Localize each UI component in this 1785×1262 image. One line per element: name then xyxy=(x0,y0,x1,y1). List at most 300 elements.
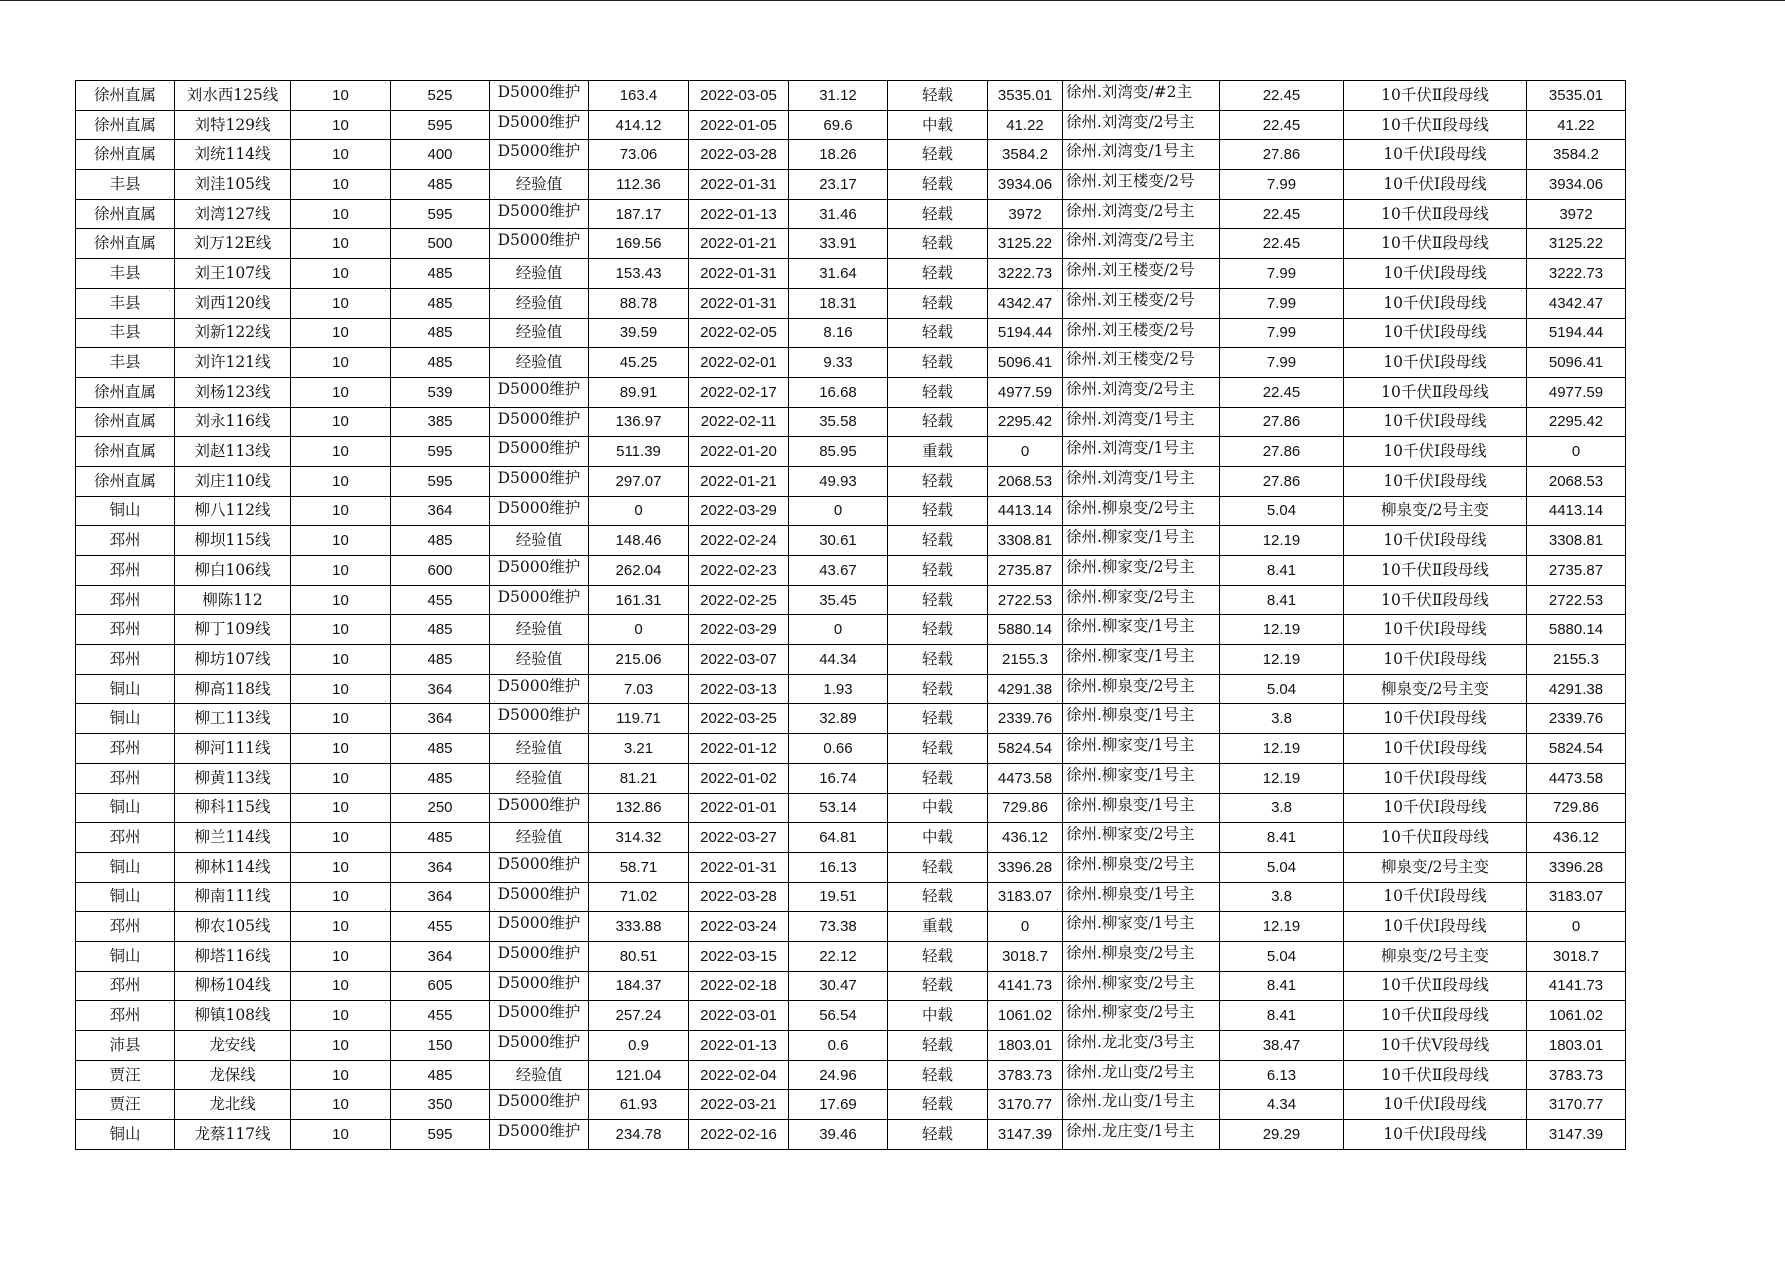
cell-load-level: 轻载 xyxy=(888,259,988,289)
cell-substation-transformer: 徐州.柳家变/2号主 xyxy=(1063,556,1220,586)
cell-region: 贾汪 xyxy=(76,1090,175,1120)
cell-rated-current: 485 xyxy=(391,1060,490,1090)
cell-transformer-load-rate: 3.8 xyxy=(1220,704,1344,734)
cell-load-rate: 9.33 xyxy=(789,348,888,378)
cell-line-name: 刘杨123线 xyxy=(175,377,291,407)
table-row xyxy=(76,288,1626,318)
cell-rated-current: 364 xyxy=(391,941,490,971)
cell-substation-transformer: 徐州.刘湾变/2号主 xyxy=(1063,377,1220,407)
cell-busbar: 10千伏Ⅰ段母线 xyxy=(1344,466,1527,496)
cell-remaining-capacity: 3147.39 xyxy=(1527,1120,1626,1150)
cell-current-value: 169.56 xyxy=(589,229,689,259)
cell-substation-transformer: 徐州.刘王楼变/2号 xyxy=(1063,259,1220,289)
cell-load-rate: 18.31 xyxy=(789,288,888,318)
cell-busbar: 10千伏Ⅰ段母线 xyxy=(1344,1120,1527,1150)
cell-available-capacity: 2339.76 xyxy=(988,704,1063,734)
cell-rated-current: 485 xyxy=(391,645,490,675)
cell-load-rate: 8.16 xyxy=(789,318,888,348)
feeder-load-table xyxy=(75,80,1626,1150)
cell-rated-current: 250 xyxy=(391,793,490,823)
cell-voltage: 10 xyxy=(291,81,391,111)
cell-line-name: 柳科115线 xyxy=(175,793,291,823)
cell-remaining-capacity: 5824.54 xyxy=(1527,734,1626,764)
cell-method: D5000维护 xyxy=(490,377,589,407)
cell-line-name: 刘新122线 xyxy=(175,318,291,348)
cell-transformer-load-rate: 27.86 xyxy=(1220,407,1344,437)
cell-load-rate: 49.93 xyxy=(789,466,888,496)
cell-transformer-load-rate: 12.19 xyxy=(1220,763,1344,793)
cell-available-capacity: 436.12 xyxy=(988,823,1063,853)
cell-busbar: 10千伏Ⅱ段母线 xyxy=(1344,556,1527,586)
cell-region: 邳州 xyxy=(76,1001,175,1031)
table-row xyxy=(76,971,1626,1001)
cell-available-capacity: 4141.73 xyxy=(988,971,1063,1001)
cell-date: 2022-03-13 xyxy=(689,674,789,704)
cell-available-capacity: 41.22 xyxy=(988,110,1063,140)
cell-voltage: 10 xyxy=(291,199,391,229)
cell-date: 2022-01-02 xyxy=(689,763,789,793)
cell-load-level: 轻载 xyxy=(888,1060,988,1090)
cell-line-name: 柳塔116线 xyxy=(175,941,291,971)
cell-available-capacity: 5880.14 xyxy=(988,615,1063,645)
cell-voltage: 10 xyxy=(291,1060,391,1090)
cell-remaining-capacity: 4977.59 xyxy=(1527,377,1626,407)
cell-load-level: 轻载 xyxy=(888,81,988,111)
cell-current-value: 89.91 xyxy=(589,377,689,407)
cell-line-name: 龙保线 xyxy=(175,1060,291,1090)
cell-region: 铜山 xyxy=(76,1120,175,1150)
cell-load-rate: 56.54 xyxy=(789,1001,888,1031)
cell-transformer-load-rate: 22.45 xyxy=(1220,81,1344,111)
cell-load-rate: 31.12 xyxy=(789,81,888,111)
cell-line-name: 刘赵113线 xyxy=(175,437,291,467)
cell-date: 2022-02-18 xyxy=(689,971,789,1001)
cell-method: D5000维护 xyxy=(490,1090,589,1120)
cell-voltage: 10 xyxy=(291,674,391,704)
table-row xyxy=(76,823,1626,853)
cell-transformer-load-rate: 7.99 xyxy=(1220,318,1344,348)
cell-region: 沛县 xyxy=(76,1031,175,1061)
cell-substation-transformer: 徐州.刘湾变/#2主 xyxy=(1063,81,1220,111)
cell-region: 邳州 xyxy=(76,615,175,645)
cell-transformer-load-rate: 5.04 xyxy=(1220,674,1344,704)
cell-line-name: 龙蔡117线 xyxy=(175,1120,291,1150)
cell-load-level: 轻载 xyxy=(888,407,988,437)
cell-substation-transformer: 徐州.柳家变/1号主 xyxy=(1063,645,1220,675)
table-row xyxy=(76,348,1626,378)
cell-remaining-capacity: 729.86 xyxy=(1527,793,1626,823)
cell-load-rate: 44.34 xyxy=(789,645,888,675)
cell-load-level: 轻载 xyxy=(888,199,988,229)
table-body xyxy=(76,81,1626,1150)
cell-load-level: 轻载 xyxy=(888,318,988,348)
cell-current-value: 7.03 xyxy=(589,674,689,704)
cell-busbar: 10千伏Ⅱ段母线 xyxy=(1344,971,1527,1001)
cell-busbar: 10千伏Ⅰ段母线 xyxy=(1344,1090,1527,1120)
cell-load-level: 重载 xyxy=(888,912,988,942)
cell-voltage: 10 xyxy=(291,1031,391,1061)
cell-voltage: 10 xyxy=(291,466,391,496)
cell-line-name: 刘永116线 xyxy=(175,407,291,437)
cell-load-level: 轻载 xyxy=(888,526,988,556)
cell-method: D5000维护 xyxy=(490,556,589,586)
cell-remaining-capacity: 3535.01 xyxy=(1527,81,1626,111)
cell-load-rate: 23.17 xyxy=(789,170,888,200)
cell-transformer-load-rate: 12.19 xyxy=(1220,615,1344,645)
cell-current-value: 161.31 xyxy=(589,585,689,615)
cell-line-name: 柳高118线 xyxy=(175,674,291,704)
cell-rated-current: 485 xyxy=(391,170,490,200)
cell-method: D5000维护 xyxy=(490,110,589,140)
cell-available-capacity: 4977.59 xyxy=(988,377,1063,407)
cell-remaining-capacity: 2339.76 xyxy=(1527,704,1626,734)
cell-remaining-capacity: 3783.73 xyxy=(1527,1060,1626,1090)
table-row xyxy=(76,674,1626,704)
cell-current-value: 0.9 xyxy=(589,1031,689,1061)
cell-transformer-load-rate: 8.41 xyxy=(1220,971,1344,1001)
cell-available-capacity: 5096.41 xyxy=(988,348,1063,378)
cell-region: 丰县 xyxy=(76,170,175,200)
cell-date: 2022-03-24 xyxy=(689,912,789,942)
cell-line-name: 柳陈112 xyxy=(175,585,291,615)
cell-remaining-capacity: 4413.14 xyxy=(1527,496,1626,526)
cell-voltage: 10 xyxy=(291,1001,391,1031)
cell-voltage: 10 xyxy=(291,170,391,200)
cell-line-name: 刘西120线 xyxy=(175,288,291,318)
table-row xyxy=(76,763,1626,793)
cell-load-level: 轻载 xyxy=(888,556,988,586)
cell-method: D5000维护 xyxy=(490,437,589,467)
cell-region: 贾汪 xyxy=(76,1060,175,1090)
cell-load-level: 轻载 xyxy=(888,288,988,318)
cell-current-value: 112.36 xyxy=(589,170,689,200)
cell-date: 2022-01-31 xyxy=(689,288,789,318)
cell-busbar: 10千伏Ⅱ段母线 xyxy=(1344,229,1527,259)
table-row xyxy=(76,645,1626,675)
cell-rated-current: 385 xyxy=(391,407,490,437)
cell-date: 2022-02-24 xyxy=(689,526,789,556)
cell-line-name: 刘特129线 xyxy=(175,110,291,140)
cell-available-capacity: 2155.3 xyxy=(988,645,1063,675)
cell-current-value: 80.51 xyxy=(589,941,689,971)
cell-region: 徐州直属 xyxy=(76,407,175,437)
cell-transformer-load-rate: 22.45 xyxy=(1220,377,1344,407)
cell-voltage: 10 xyxy=(291,140,391,170)
cell-rated-current: 455 xyxy=(391,585,490,615)
cell-load-level: 轻载 xyxy=(888,170,988,200)
cell-remaining-capacity: 2155.3 xyxy=(1527,645,1626,675)
table-row xyxy=(76,466,1626,496)
cell-rated-current: 455 xyxy=(391,1001,490,1031)
cell-load-level: 轻载 xyxy=(888,140,988,170)
cell-current-value: 61.93 xyxy=(589,1090,689,1120)
cell-load-level: 轻载 xyxy=(888,941,988,971)
cell-current-value: 184.37 xyxy=(589,971,689,1001)
cell-line-name: 柳镇108线 xyxy=(175,1001,291,1031)
cell-remaining-capacity: 5096.41 xyxy=(1527,348,1626,378)
cell-substation-transformer: 徐州.柳家变/1号主 xyxy=(1063,912,1220,942)
cell-date: 2022-02-11 xyxy=(689,407,789,437)
cell-load-rate: 73.38 xyxy=(789,912,888,942)
cell-date: 2022-01-21 xyxy=(689,229,789,259)
cell-available-capacity: 3535.01 xyxy=(988,81,1063,111)
cell-busbar: 10千伏Ⅱ段母线 xyxy=(1344,377,1527,407)
cell-load-rate: 0 xyxy=(789,496,888,526)
cell-rated-current: 455 xyxy=(391,912,490,942)
cell-load-level: 轻载 xyxy=(888,734,988,764)
cell-region: 邳州 xyxy=(76,734,175,764)
cell-method: D5000维护 xyxy=(490,466,589,496)
cell-load-level: 中载 xyxy=(888,793,988,823)
cell-substation-transformer: 徐州.刘王楼变/2号 xyxy=(1063,348,1220,378)
cell-rated-current: 364 xyxy=(391,674,490,704)
cell-date: 2022-02-01 xyxy=(689,348,789,378)
cell-substation-transformer: 徐州.刘湾变/1号主 xyxy=(1063,140,1220,170)
cell-method: D5000维护 xyxy=(490,704,589,734)
cell-method: 经验值 xyxy=(490,259,589,289)
cell-line-name: 柳南111线 xyxy=(175,882,291,912)
cell-substation-transformer: 徐州.刘王楼变/2号 xyxy=(1063,288,1220,318)
cell-current-value: 81.21 xyxy=(589,763,689,793)
cell-busbar: 柳泉变/2号主变 xyxy=(1344,941,1527,971)
cell-load-level: 轻载 xyxy=(888,377,988,407)
cell-busbar: 10千伏Ⅰ段母线 xyxy=(1344,793,1527,823)
cell-load-rate: 35.58 xyxy=(789,407,888,437)
cell-load-rate: 17.69 xyxy=(789,1090,888,1120)
cell-transformer-load-rate: 7.99 xyxy=(1220,259,1344,289)
cell-busbar: 10千伏Ⅱ段母线 xyxy=(1344,110,1527,140)
cell-region: 徐州直属 xyxy=(76,199,175,229)
cell-substation-transformer: 徐州.柳泉变/1号主 xyxy=(1063,793,1220,823)
cell-load-level: 轻载 xyxy=(888,496,988,526)
cell-current-value: 132.86 xyxy=(589,793,689,823)
cell-substation-transformer: 徐州.龙山变/1号主 xyxy=(1063,1090,1220,1120)
cell-load-rate: 18.26 xyxy=(789,140,888,170)
table-row xyxy=(76,259,1626,289)
cell-substation-transformer: 徐州.刘湾变/1号主 xyxy=(1063,466,1220,496)
cell-region: 铜山 xyxy=(76,496,175,526)
cell-busbar: 10千伏Ⅰ段母线 xyxy=(1344,615,1527,645)
table-row xyxy=(76,526,1626,556)
cell-region: 邳州 xyxy=(76,526,175,556)
cell-method: 经验值 xyxy=(490,645,589,675)
cell-rated-current: 485 xyxy=(391,734,490,764)
cell-date: 2022-01-31 xyxy=(689,259,789,289)
cell-transformer-load-rate: 7.99 xyxy=(1220,170,1344,200)
cell-busbar: 10千伏Ⅰ段母线 xyxy=(1344,526,1527,556)
cell-rated-current: 364 xyxy=(391,882,490,912)
cell-load-rate: 1.93 xyxy=(789,674,888,704)
cell-line-name: 柳坊107线 xyxy=(175,645,291,675)
cell-available-capacity: 2722.53 xyxy=(988,585,1063,615)
cell-remaining-capacity: 3396.28 xyxy=(1527,852,1626,882)
cell-available-capacity: 3972 xyxy=(988,199,1063,229)
cell-transformer-load-rate: 27.86 xyxy=(1220,140,1344,170)
cell-transformer-load-rate: 7.99 xyxy=(1220,348,1344,378)
cell-load-level: 中载 xyxy=(888,110,988,140)
cell-region: 铜山 xyxy=(76,674,175,704)
cell-region: 铜山 xyxy=(76,704,175,734)
cell-transformer-load-rate: 12.19 xyxy=(1220,645,1344,675)
cell-method: D5000维护 xyxy=(490,882,589,912)
cell-rated-current: 595 xyxy=(391,199,490,229)
cell-substation-transformer: 徐州.柳家变/1号主 xyxy=(1063,763,1220,793)
cell-busbar: 10千伏Ⅰ段母线 xyxy=(1344,645,1527,675)
cell-date: 2022-03-25 xyxy=(689,704,789,734)
cell-method: D5000维护 xyxy=(490,1031,589,1061)
cell-transformer-load-rate: 27.86 xyxy=(1220,437,1344,467)
cell-remaining-capacity: 3222.73 xyxy=(1527,259,1626,289)
cell-load-rate: 19.51 xyxy=(789,882,888,912)
cell-region: 铜山 xyxy=(76,941,175,971)
cell-remaining-capacity: 0 xyxy=(1527,912,1626,942)
cell-method: D5000维护 xyxy=(490,81,589,111)
cell-voltage: 10 xyxy=(291,615,391,645)
cell-transformer-load-rate: 8.41 xyxy=(1220,1001,1344,1031)
cell-load-rate: 0.66 xyxy=(789,734,888,764)
cell-method: D5000维护 xyxy=(490,1001,589,1031)
cell-current-value: 511.39 xyxy=(589,437,689,467)
cell-available-capacity: 0 xyxy=(988,437,1063,467)
cell-current-value: 0 xyxy=(589,496,689,526)
cell-date: 2022-02-16 xyxy=(689,1120,789,1150)
cell-substation-transformer: 徐州.柳家变/2号主 xyxy=(1063,971,1220,1001)
cell-busbar: 10千伏Ⅱ段母线 xyxy=(1344,1001,1527,1031)
cell-voltage: 10 xyxy=(291,437,391,467)
cell-transformer-load-rate: 12.19 xyxy=(1220,912,1344,942)
cell-transformer-load-rate: 8.41 xyxy=(1220,823,1344,853)
cell-method: 经验值 xyxy=(490,288,589,318)
cell-rated-current: 485 xyxy=(391,526,490,556)
cell-line-name: 刘水西125线 xyxy=(175,81,291,111)
cell-busbar: 10千伏Ⅰ段母线 xyxy=(1344,348,1527,378)
cell-available-capacity: 729.86 xyxy=(988,793,1063,823)
cell-current-value: 3.21 xyxy=(589,734,689,764)
cell-region: 邳州 xyxy=(76,763,175,793)
cell-region: 邳州 xyxy=(76,556,175,586)
cell-method: 经验值 xyxy=(490,170,589,200)
cell-substation-transformer: 徐州.柳泉变/2号主 xyxy=(1063,852,1220,882)
cell-region: 邳州 xyxy=(76,912,175,942)
cell-date: 2022-01-12 xyxy=(689,734,789,764)
cell-date: 2022-03-29 xyxy=(689,615,789,645)
cell-region: 邳州 xyxy=(76,645,175,675)
cell-voltage: 10 xyxy=(291,377,391,407)
cell-voltage: 10 xyxy=(291,259,391,289)
cell-line-name: 柳林114线 xyxy=(175,852,291,882)
table-row xyxy=(76,615,1626,645)
table-row xyxy=(76,407,1626,437)
table-row xyxy=(76,1060,1626,1090)
cell-voltage: 10 xyxy=(291,526,391,556)
cell-transformer-load-rate: 3.8 xyxy=(1220,793,1344,823)
cell-load-rate: 0.6 xyxy=(789,1031,888,1061)
cell-method: D5000维护 xyxy=(490,407,589,437)
cell-current-value: 153.43 xyxy=(589,259,689,289)
cell-transformer-load-rate: 8.41 xyxy=(1220,585,1344,615)
cell-date: 2022-01-31 xyxy=(689,170,789,200)
cell-method: 经验值 xyxy=(490,823,589,853)
cell-load-rate: 31.46 xyxy=(789,199,888,229)
cell-remaining-capacity: 436.12 xyxy=(1527,823,1626,853)
cell-substation-transformer: 徐州.刘湾变/1号主 xyxy=(1063,437,1220,467)
cell-rated-current: 595 xyxy=(391,437,490,467)
cell-transformer-load-rate: 38.47 xyxy=(1220,1031,1344,1061)
cell-busbar: 柳泉变/2号主变 xyxy=(1344,496,1527,526)
cell-region: 铜山 xyxy=(76,852,175,882)
cell-date: 2022-03-27 xyxy=(689,823,789,853)
cell-load-rate: 33.91 xyxy=(789,229,888,259)
cell-method: 经验值 xyxy=(490,615,589,645)
cell-rated-current: 605 xyxy=(391,971,490,1001)
cell-current-value: 121.04 xyxy=(589,1060,689,1090)
table-row xyxy=(76,140,1626,170)
cell-method: 经验值 xyxy=(490,318,589,348)
cell-method: D5000维护 xyxy=(490,140,589,170)
cell-line-name: 柳白106线 xyxy=(175,556,291,586)
cell-substation-transformer: 徐州.刘湾变/2号主 xyxy=(1063,199,1220,229)
cell-region: 徐州直属 xyxy=(76,140,175,170)
cell-load-rate: 16.74 xyxy=(789,763,888,793)
cell-date: 2022-03-01 xyxy=(689,1001,789,1031)
cell-date: 2022-01-13 xyxy=(689,199,789,229)
cell-rated-current: 150 xyxy=(391,1031,490,1061)
cell-busbar: 10千伏Ⅱ段母线 xyxy=(1344,823,1527,853)
cell-rated-current: 595 xyxy=(391,110,490,140)
cell-remaining-capacity: 5880.14 xyxy=(1527,615,1626,645)
cell-load-level: 轻载 xyxy=(888,1090,988,1120)
cell-load-rate: 35.45 xyxy=(789,585,888,615)
cell-method: D5000维护 xyxy=(490,674,589,704)
cell-rated-current: 485 xyxy=(391,763,490,793)
cell-method: D5000维护 xyxy=(490,496,589,526)
cell-voltage: 10 xyxy=(291,496,391,526)
cell-region: 邳州 xyxy=(76,585,175,615)
cell-transformer-load-rate: 5.04 xyxy=(1220,852,1344,882)
cell-date: 2022-01-13 xyxy=(689,1031,789,1061)
cell-busbar: 10千伏Ⅰ段母线 xyxy=(1344,912,1527,942)
cell-current-value: 0 xyxy=(589,615,689,645)
cell-method: 经验值 xyxy=(490,763,589,793)
cell-transformer-load-rate: 7.99 xyxy=(1220,288,1344,318)
cell-load-level: 轻载 xyxy=(888,348,988,378)
cell-region: 铜山 xyxy=(76,882,175,912)
cell-rated-current: 364 xyxy=(391,496,490,526)
cell-busbar: 10千伏Ⅰ段母线 xyxy=(1344,288,1527,318)
cell-load-level: 轻载 xyxy=(888,674,988,704)
cell-transformer-load-rate: 22.45 xyxy=(1220,199,1344,229)
cell-line-name: 龙安线 xyxy=(175,1031,291,1061)
cell-voltage: 10 xyxy=(291,585,391,615)
cell-line-name: 刘庄110线 xyxy=(175,466,291,496)
cell-remaining-capacity: 3183.07 xyxy=(1527,882,1626,912)
cell-current-value: 262.04 xyxy=(589,556,689,586)
cell-line-name: 柳八112线 xyxy=(175,496,291,526)
cell-busbar: 10千伏Ⅱ段母线 xyxy=(1344,585,1527,615)
table-row xyxy=(76,556,1626,586)
cell-available-capacity: 2295.42 xyxy=(988,407,1063,437)
cell-remaining-capacity: 41.22 xyxy=(1527,110,1626,140)
cell-load-level: 轻载 xyxy=(888,1031,988,1061)
cell-method: D5000维护 xyxy=(490,941,589,971)
cell-available-capacity: 3125.22 xyxy=(988,229,1063,259)
cell-method: D5000维护 xyxy=(490,971,589,1001)
cell-voltage: 10 xyxy=(291,556,391,586)
cell-line-name: 刘万12E线 xyxy=(175,229,291,259)
page-top-rule xyxy=(0,0,1785,1)
cell-substation-transformer: 徐州.柳泉变/2号主 xyxy=(1063,674,1220,704)
cell-busbar: 10千伏Ⅰ段母线 xyxy=(1344,170,1527,200)
